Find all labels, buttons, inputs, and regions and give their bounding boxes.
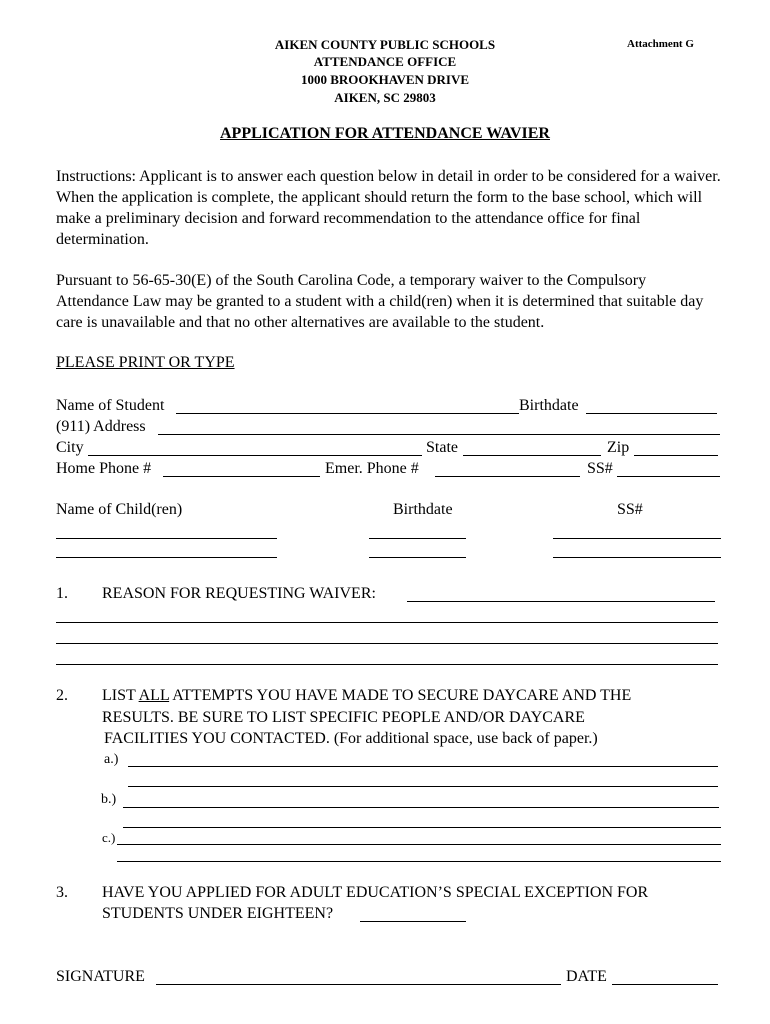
home-phone-label: Home Phone #	[56, 460, 152, 477]
q1-answer-line[interactable]	[56, 664, 718, 665]
q2-c-answer-line[interactable]	[117, 844, 721, 845]
form-title: APPLICATION FOR ATTENDANCE WAVIER	[220, 125, 550, 142]
q3-line2: STUDENTS UNDER EIGHTEEN?	[102, 905, 334, 922]
address-field[interactable]	[158, 434, 720, 435]
child-ss-field[interactable]	[553, 557, 721, 558]
school-name: AIKEN COUNTY PUBLIC SCHOOLS	[274, 37, 496, 52]
q2-b-label: b.)	[101, 792, 117, 807]
emer-phone-label: Emer. Phone #	[325, 460, 419, 477]
q2-a-label: a.)	[104, 752, 119, 767]
zip-field[interactable]	[634, 455, 718, 456]
signature-label: SIGNATURE	[56, 968, 145, 985]
instructions-paragraph: Instructions: Applicant is to answer each question below in detail in order to be considered for a waiver. When the application is complete, the applicant should return the form to the base school, which will make a preliminary decision and forward recommendation to the attendance office for final determination.	[56, 168, 721, 248]
child-ss-field[interactable]	[553, 538, 721, 539]
birthdate-field[interactable]	[586, 413, 717, 414]
child-name-field[interactable]	[56, 557, 277, 558]
q2-number: 2.	[56, 687, 68, 704]
print-notice: PLEASE PRINT OR TYPE	[56, 354, 235, 371]
birthdate-label: Birthdate	[519, 397, 579, 414]
emer-phone-field[interactable]	[435, 476, 580, 477]
office-name: ATTENDANCE OFFICE	[313, 54, 457, 69]
city-address: AIKEN, SC 29803	[334, 90, 436, 105]
signature-field[interactable]	[156, 984, 561, 985]
q1-answer-line[interactable]	[56, 622, 718, 623]
street-address: 1000 BROOKHAVEN DRIVE	[300, 72, 470, 87]
q2-line1	[102, 686, 631, 706]
child-ss-header: SS#	[617, 501, 643, 518]
city-field[interactable]	[88, 455, 422, 456]
q2-line1-end: ATTEMPTS YOU HAVE MADE TO SECURE DAYCARE AND THE	[169, 687, 632, 704]
q2-c-answer-line[interactable]	[117, 861, 721, 862]
q3-number: 3.	[56, 884, 68, 901]
q2-b-answer-line[interactable]	[123, 827, 721, 828]
q1-number: 1.	[56, 585, 68, 602]
state-field[interactable]	[463, 455, 601, 456]
q1-answer-line[interactable]	[407, 601, 715, 602]
city-label: City	[56, 439, 84, 456]
q2-c-label: c.)	[102, 830, 116, 845]
q1-text: REASON FOR REQUESTING WAIVER:	[102, 585, 376, 602]
address-label: (911) Address	[56, 418, 146, 435]
attachment-label: Attachment G	[627, 38, 694, 50]
child-birthdate-field[interactable]	[369, 557, 466, 558]
q2-emphasis: ALL	[138, 687, 170, 704]
date-label: DATE	[566, 968, 607, 985]
statute-paragraph: Pursuant to 56-65-30(E) of the South Carolina Code, a temporary waiver to the Compulsory Attendance Law may be granted to a student with a child(ren) when it is determined that suitable day care is unavailable and that no other alternatives are available to the student.	[56, 272, 704, 331]
zip-label: Zip	[607, 439, 630, 456]
ss-field[interactable]	[617, 476, 720, 477]
child-birthdate-header: Birthdate	[393, 501, 453, 518]
q2-line1-start: LIST	[102, 687, 139, 704]
q2-line3: FACILITIES YOU CONTACTED. (For additional space, use back of paper.)	[104, 730, 598, 747]
q3-answer-field[interactable]	[360, 921, 466, 922]
date-field[interactable]	[612, 984, 718, 985]
q2-b-answer-line[interactable]	[123, 807, 719, 808]
home-phone-field[interactable]	[163, 476, 320, 477]
q2-a-answer-line[interactable]	[128, 786, 718, 787]
child-name-header: Name of Child(ren)	[56, 501, 183, 518]
q1-answer-line[interactable]	[56, 643, 718, 644]
ss-label: SS#	[587, 460, 613, 477]
q3-line1: HAVE YOU APPLIED FOR ADULT EDUCATION’S SPECIAL EXCEPTION FOR	[102, 884, 649, 901]
q2-line2: RESULTS. BE SURE TO LIST SPECIFIC PEOPLE AND/OR DAYCARE	[102, 709, 585, 726]
child-name-field[interactable]	[56, 538, 277, 539]
student-name-label: Name of Student	[56, 397, 165, 414]
state-label: State	[426, 439, 458, 456]
child-birthdate-field[interactable]	[369, 538, 466, 539]
q2-a-answer-line[interactable]	[128, 766, 718, 767]
student-name-field[interactable]	[176, 413, 519, 414]
